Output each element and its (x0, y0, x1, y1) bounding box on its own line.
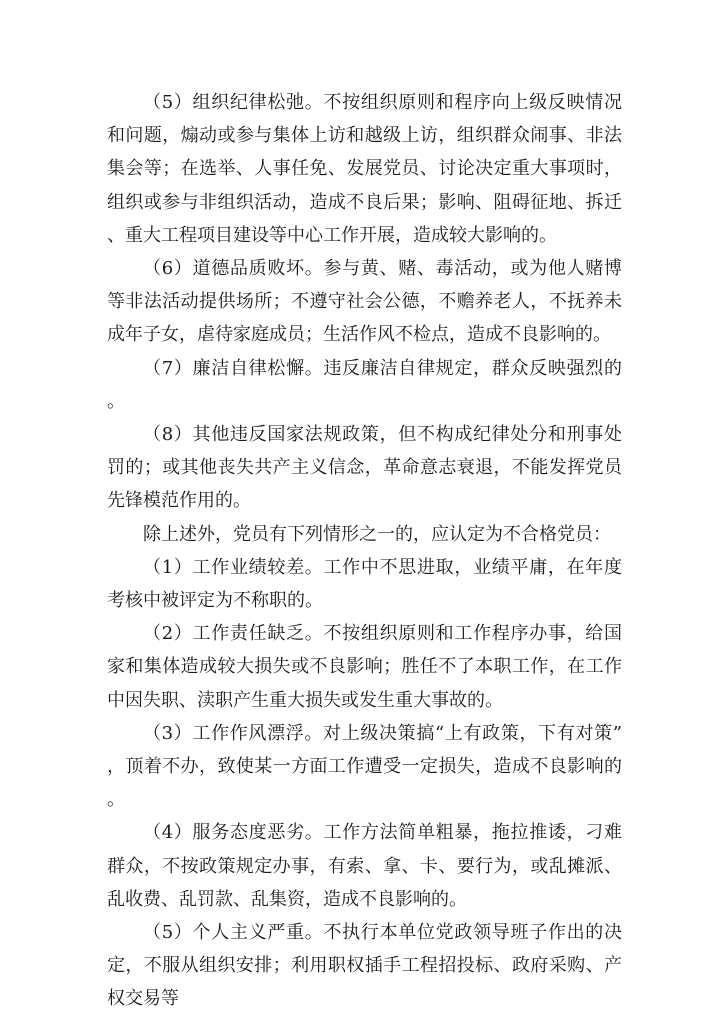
paragraph-other-violations: （8）其他违反国家法规政策，但不构成纪律处分和刑事处罚的；或其他丧失共产主义信念，革命意志衰退，不能发挥党员先锋模范作用的。 (107, 424, 622, 512)
paragraph-work-style: （3）工作作风漂浮。对上级决策搞“上有政策，下有对策”，顶着不办，致使某一方面工作遭受一定损失，造成不良影响的。 (107, 722, 622, 811)
paragraph-lack-of-responsibility: （2）工作责任缺乏。不按组织原则和工作程序办事，给国家和集体造成较大损失或不良影响；胜任不了本职工作，在工作中因失职、渎职产生重大损失或发生重大事故的。 (107, 623, 622, 711)
paragraph-poor-performance: （1）工作业绩较差。工作中不思进取，业绩平庸，在年度考核中被评定为不称职的。 (107, 556, 622, 612)
paragraph-moral-character: （6）道德品质败坏。参与黄、赌、毒活动，或为他人赌博等非法活动提供场所；不遵守社会公德，不赡养老人，不抚养未成年子女，虐待家庭成员；生活作风不检点，造成不良影响的。 (107, 258, 622, 346)
paragraph-unqualified-intro: 除上述外，党员有下列情形之一的，应认定为不合格党员： (143, 523, 611, 545)
document-body (107, 86, 622, 1016)
paragraph-individualism: （5）个人主义严重。不执行本单位党政领导班子作出的决定，不服从组织安排；利用职权插手工程招投标、政府采购、产权交易等 (107, 922, 622, 1010)
paragraph-service-attitude: （4）服务态度恶劣。工作方法简单粗暴，拖拉推诿，刁难群众，不按政策规定办事，有索、拿、卡、要行为，或乱摊派、乱收费、乱罚款、乱集资，造成不良影响的。 (107, 822, 622, 910)
paragraph-integrity: （7）廉洁自律松懈。违反廉洁自律规定，群众反映强烈的。 (107, 357, 622, 412)
paragraph-organizational-discipline: （5）组织纪律松弛。不按组织原则和程序向上级反映情况和问题，煽动或参与集体上访和越级上访，组织群众闹事、非法集会等；在选举、人事任免、发展党员、讨论决定重大事项时，组织或参与非组织活动，造成不良后果；影响、阻碍征地、拆迁、重大工程项目建设等中心工作开展，造成较大影响的。 (107, 92, 622, 246)
